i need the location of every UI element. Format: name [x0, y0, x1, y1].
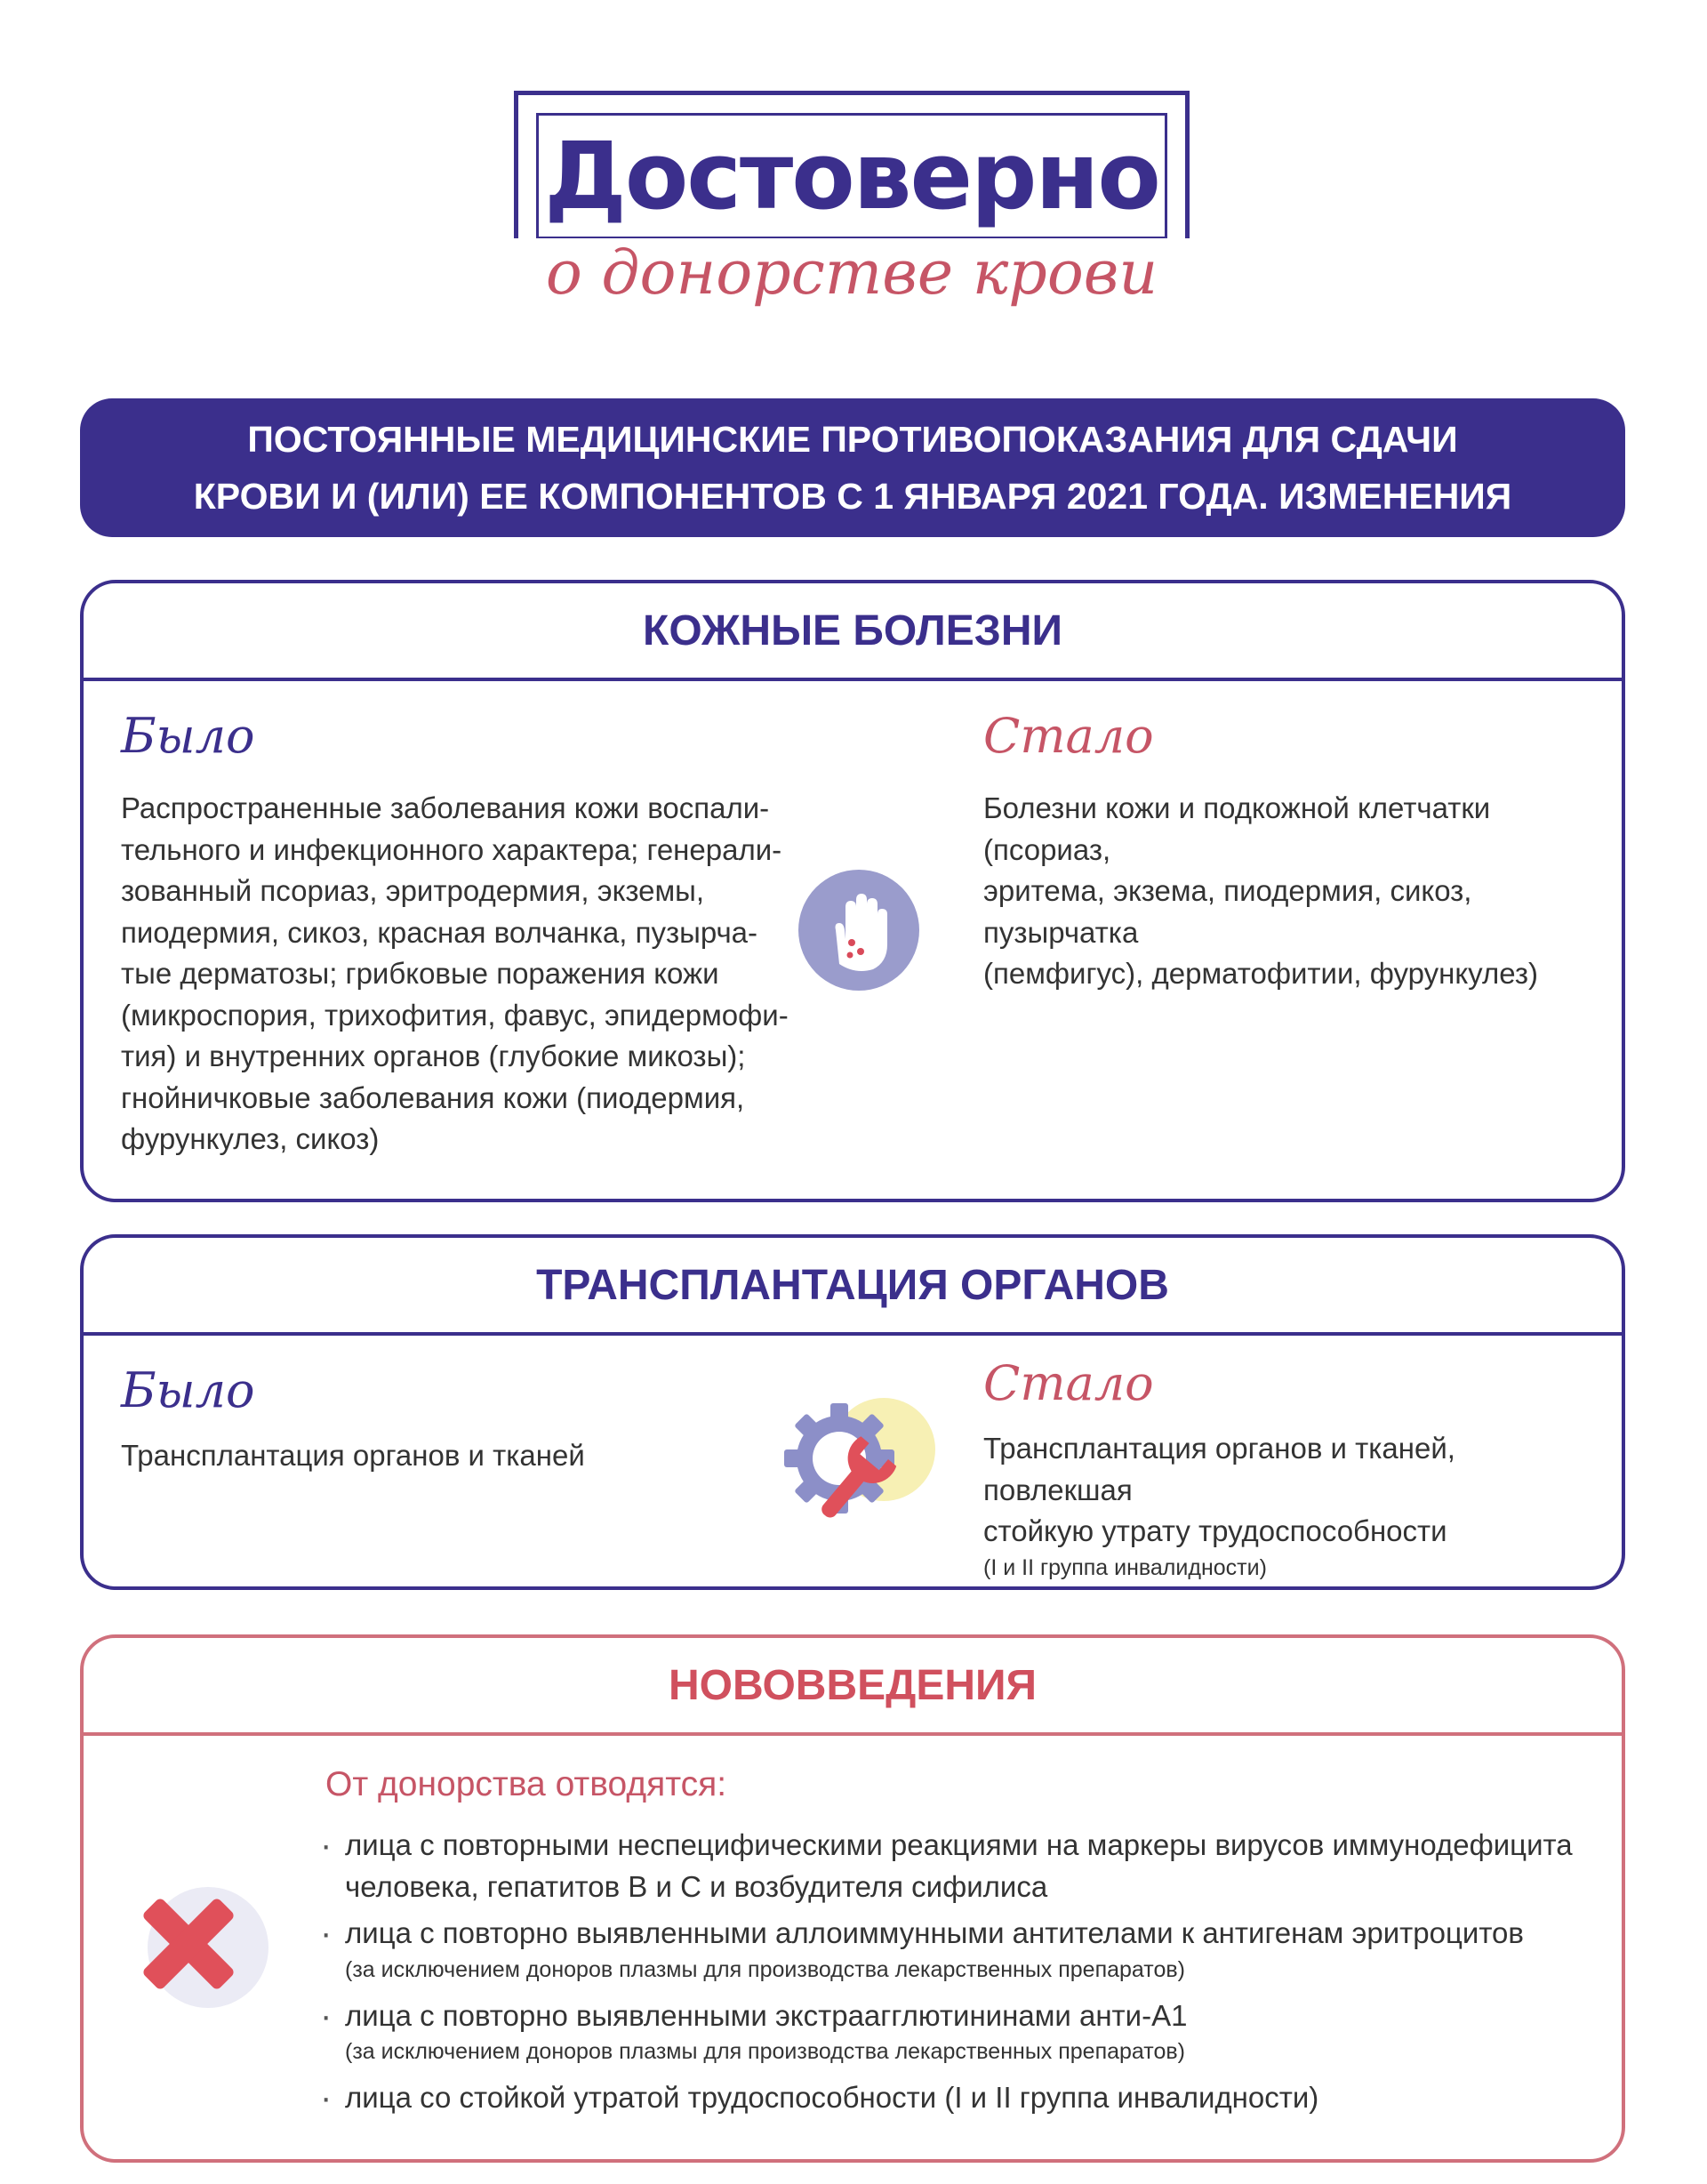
skin-after-line: эритема, экзема, пиодермия, сикоз, пузырчатка	[983, 874, 1472, 949]
transplant-before-column	[121, 1362, 797, 1477]
logo-frame	[514, 91, 1190, 261]
hand-icon	[797, 868, 921, 992]
logo-title: Достоверно	[544, 122, 1159, 230]
skin-before-label: Было	[121, 708, 255, 764]
cross-icon	[133, 1875, 276, 2017]
skin-before-line: пиодермия, сикоз, красная волчанка, пузырча-	[121, 915, 757, 949]
skin-diseases-card	[80, 580, 1625, 1202]
skin-before-line: (микроспория, трихофития, фавус, эпидермофи-	[121, 998, 789, 1032]
skin-before-line: фурункулез, сикоз)	[121, 1122, 380, 1155]
list-item	[325, 1913, 1588, 1985]
transplant-after-text	[983, 1428, 1606, 1553]
skin-diseases-title: КОЖНЫЕ БОЛЕЗНИ	[84, 583, 1622, 681]
skin-before-line: тия) и внутренних органов (глубокие микозы);	[121, 1040, 746, 1072]
transplant-before-text: Трансплантация органов и тканей	[121, 1439, 585, 1472]
list-item	[325, 1825, 1588, 1907]
skin-after-line: (пемфигус), дерматофитии, фурункулез)	[983, 957, 1538, 990]
banner-line-1: ПОСТОЯННЫЕ МЕДИЦИНСКИЕ ПРОТИВОПОКАЗАНИЯ ДЛЯ СДАЧИ	[247, 419, 1458, 460]
innovations-content	[325, 1762, 1588, 2121]
list-item-note: (за исключением доноров плазмы для производства лекарственных препаратов)	[345, 1956, 1185, 1982]
transplant-after-note: (I и II группа инвалидности)	[983, 1554, 1267, 1580]
skin-before-line: тые дерматозы; грибковые поражения кожи	[121, 957, 719, 990]
innovations-subtitle: От донорства отводятся:	[325, 1765, 727, 1803]
list-item-text: лица с повторными неспецифическими реакциями на маркеры вирусов иммунодефицита	[345, 1828, 1573, 1861]
page-banner	[80, 398, 1625, 537]
logo-inner-frame	[536, 113, 1167, 239]
list-item-text: человека, гепатитов В и С и возбудителя сифилиса	[345, 1869, 1048, 1903]
transplant-after-line: Трансплантация органов и тканей, повлекшая	[983, 1432, 1455, 1506]
transplantation-title: ТРАНСПЛАНТАЦИЯ ОРГАНОВ	[84, 1238, 1622, 1336]
skin-after-label: Стало	[983, 708, 1154, 764]
transplant-before-label: Было	[121, 1362, 255, 1418]
logo-tagline: о донорстве крови	[514, 238, 1190, 309]
list-item-text: лица со стойкой утратой трудоспособности (I и II группа инвалидности)	[345, 2081, 1319, 2114]
skin-after-column	[983, 708, 1606, 995]
transplant-after-label: Стало	[983, 1355, 1154, 1411]
list-item	[325, 1995, 1588, 2068]
skin-after-line: Болезни кожи и подкожной клетчатки (псориаз,	[983, 791, 1491, 866]
transplant-after-column	[983, 1355, 1606, 1583]
skin-before-line: гнойничковые заболевания кожи (пиодермия,	[121, 1080, 745, 1114]
transplantation-card	[80, 1234, 1625, 1590]
skin-before-line: Распространенные заболевания кожи воспали-	[121, 791, 770, 824]
list-item-text: лица с повторно выявленными аллоиммунными антителами к антигенам эритроцитов	[345, 1916, 1524, 1949]
skin-before-column	[121, 708, 832, 1160]
gear-wrench-icon	[777, 1387, 946, 1530]
skin-before-text	[121, 788, 832, 1160]
skin-before-line: тельного и инфекционного характера; генерали-	[121, 832, 782, 866]
innovations-list	[325, 1825, 1588, 2119]
list-item-text: лица с повторно выявленными экстраагглютининами анти-А1	[345, 1998, 1188, 2032]
banner-line-2: КРОВИ И (ИЛИ) ЕЕ КОМПОНЕНТОВ С 1 ЯНВАРЯ 2021 ГОДА. ИЗМЕНЕНИЯ	[193, 476, 1512, 517]
innovations-title: НОВОВВЕДЕНИЯ	[84, 1638, 1622, 1736]
list-item-note: (за исключением доноров плазмы для производства лекарственных препаратов)	[345, 2039, 1185, 2064]
transplant-after-line: стойкую утрату трудоспособности	[983, 1514, 1447, 1547]
list-item	[325, 2077, 1588, 2119]
skin-before-line: зованный псориаз, эритродермия, экземы,	[121, 874, 705, 907]
innovations-card	[80, 1634, 1625, 2163]
skin-after-text	[983, 788, 1606, 995]
